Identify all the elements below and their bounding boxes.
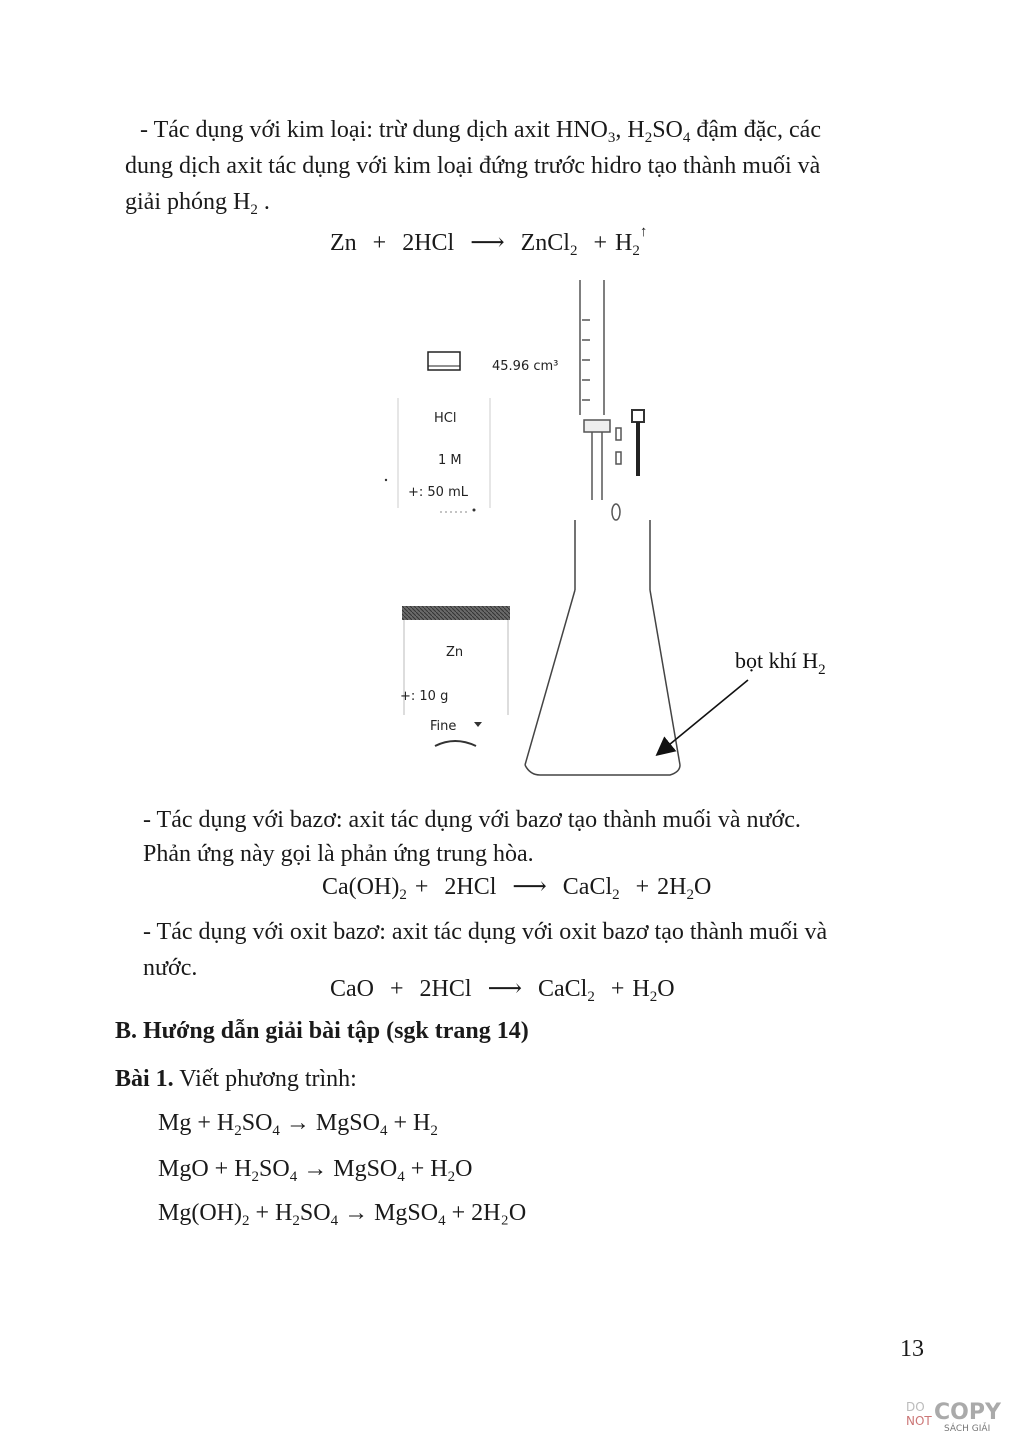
answer-eq-2: MgO + $H_2SO_4$ → MgSO$_4$ + $H_2O$ xyxy=(158,1156,473,1185)
erlenmeyer-flask xyxy=(525,520,680,775)
intro-dash: - xyxy=(140,117,154,143)
experiment-diagram xyxy=(380,260,880,790)
intro-line3 xyxy=(125,184,625,220)
eq3-product-d: $H_2O$ xyxy=(632,976,675,1005)
oxide-line1: - Tác dụng với oxit bazơ: axit tác dụng với oxit bazơ tạo thành muối và xyxy=(143,919,828,945)
intro-line2: dung dịch axit tác dụng với kim loại đứng trước hidro tạo thành muối và xyxy=(125,153,821,179)
eq3-plus: + xyxy=(390,976,404,1002)
zn-grain: Fine xyxy=(430,719,457,734)
eq1-reactant-a: Zn xyxy=(330,230,357,256)
volume-readout: 45.96 cm³ xyxy=(492,359,559,374)
eq2-arrow: ⟶ xyxy=(512,874,547,900)
base-line2: Phản ứng này gọi là phản ứng trung hòa. xyxy=(143,841,534,867)
eq3-reactant-b: 2HCl xyxy=(419,976,472,1002)
exercise-1-text: Viết phương trình: xyxy=(173,1066,357,1092)
base-line1: - Tác dụng với bazơ: axit tác dụng với bazơ tạo thành muối và nước. xyxy=(143,807,801,833)
zn-mass: +: 10 g xyxy=(400,689,449,704)
eq2-reactant-b: 2HCl xyxy=(444,874,497,900)
intro-line1-b: , H xyxy=(615,117,645,143)
eq2-product-d: $2H_2O$ xyxy=(657,874,712,903)
sub-2: 2 xyxy=(644,130,653,146)
zn-label: Zn xyxy=(446,645,464,660)
eq1-product-c: ZnCl$_2$ xyxy=(520,230,578,259)
eq3-product-c: CaCl$_2$ xyxy=(537,976,595,1005)
eq2-reactant-a: $Ca(OH)_2$ xyxy=(322,874,407,903)
stopcock-handle xyxy=(632,410,644,476)
sub-4: 4 xyxy=(682,130,691,146)
eq2-plus2: + xyxy=(635,874,650,900)
eq1-plus2: + xyxy=(593,230,608,256)
intro-line3-sub: 2 xyxy=(250,202,258,218)
hcl-volume: +: 50 mL xyxy=(408,485,468,500)
equation-cao-hcl xyxy=(322,974,675,1003)
intro-line3-b: . xyxy=(257,189,270,215)
eq1-reactant-b: 2HCl xyxy=(402,230,455,256)
intro-line1-a: Tác dụng với kim loại: trừ dung dịch axit HNO xyxy=(153,117,608,143)
eq3-plus2: + xyxy=(610,976,625,1002)
section-heading: B. Hướng dẫn giải bài tập (sgk trang 14) xyxy=(115,1018,529,1044)
intro-line1-c: SO xyxy=(652,117,683,143)
eq1-arrow: ⟶ xyxy=(470,230,505,256)
intro-line1-d: đậm đặc, các xyxy=(690,117,821,143)
answer-eq-1: $Mg + H_2SO_4$ → MgSO$_4$ + $H_2$ xyxy=(158,1110,438,1139)
hcl-concentration: 1 M xyxy=(438,453,462,468)
bubble-label: bọt khí $H_2$ xyxy=(735,648,826,678)
intro-paragraph xyxy=(140,112,940,148)
eq1-product-d: $H_2^↑$ xyxy=(615,224,648,259)
page-number: 13 xyxy=(900,1336,924,1362)
exercise-1-label: Bài 1. xyxy=(115,1066,174,1092)
equation-caoh2-hcl xyxy=(322,872,711,901)
eq2-plus: + xyxy=(414,874,429,900)
eq1-plus: + xyxy=(372,230,387,256)
eq3-reactant-a: CaO xyxy=(330,976,374,1002)
eq3-arrow: ⟶ xyxy=(487,976,522,1002)
burette xyxy=(580,280,621,520)
zn-container xyxy=(400,606,510,746)
watermark-logo: DO NOT COPY SÁCH GIẢI xyxy=(906,1400,1001,1434)
sub-3: 3 xyxy=(607,130,616,146)
chevron-down-icon xyxy=(474,722,482,727)
hcl-label: HCl xyxy=(434,411,457,426)
oxide-line2: nước. xyxy=(143,955,198,981)
equation-zn-hcl xyxy=(322,224,648,259)
hcl-bottle xyxy=(385,352,559,512)
eq2-product-c: CaCl$_2$ xyxy=(562,874,620,903)
exercise-1-heading xyxy=(115,1066,357,1093)
intro-line3-a: giải phóng H xyxy=(125,189,251,215)
answer-eq-3: $Mg(OH)_2 + H_2SO_4$ → MgSO$_4$ + 2H₂O xyxy=(158,1200,527,1229)
